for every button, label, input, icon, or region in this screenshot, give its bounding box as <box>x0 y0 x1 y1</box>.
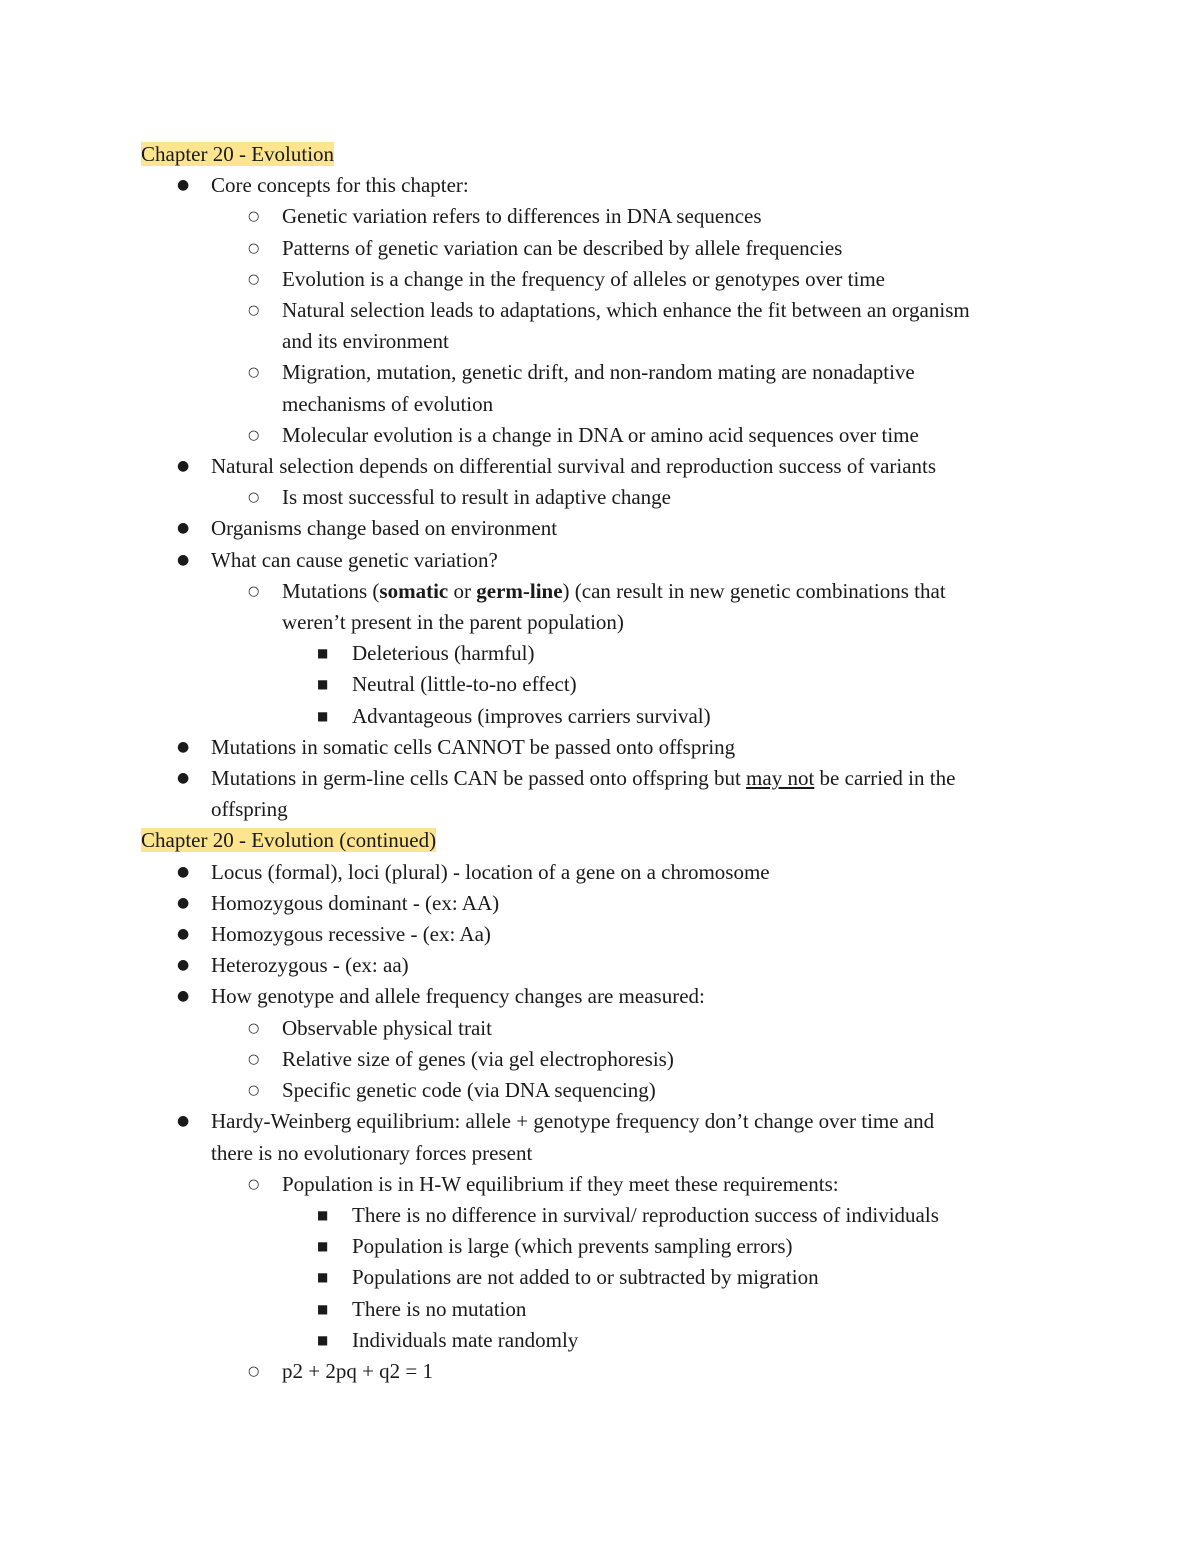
bullet-disc-icon: ● <box>177 894 190 911</box>
list-item-text: Heterozygous - (ex: aa) <box>211 953 409 978</box>
list-item-text: Core concepts for this chapter: <box>211 173 469 198</box>
bullet-disc-icon: ● <box>177 926 190 943</box>
list-item <box>141 1169 1071 1200</box>
bullet-disc-icon: ● <box>177 520 190 537</box>
bullet-disc-icon: ● <box>177 988 190 1005</box>
germ-text-pre: Mutations in germ-line cells CAN be passed onto offspring but <box>211 766 747 791</box>
bullet-disc-icon: ● <box>177 1113 190 1130</box>
bullet-disc-icon: ● <box>177 770 190 787</box>
list-item <box>141 451 1071 482</box>
list-item <box>141 1262 1071 1293</box>
list-item-text: How genotype and allele frequency changes are measured: <box>211 984 705 1009</box>
list-item-text: Evolution is a change in the frequency of alleles or genotypes over time <box>282 266 885 291</box>
bullet-disc-icon: ● <box>177 738 190 755</box>
list-item <box>141 233 1071 264</box>
bullet-square-icon: ■ <box>317 1301 329 1316</box>
list-item <box>141 950 1071 981</box>
list-item <box>141 1325 1071 1356</box>
bullet-square-icon: ■ <box>317 1207 329 1222</box>
bullet-square-icon: ■ <box>317 1270 329 1285</box>
bullet-circle-icon: ○ <box>248 427 260 443</box>
bullet-circle-icon: ○ <box>248 303 260 319</box>
list-item <box>141 420 1071 451</box>
list-item <box>141 1200 1071 1231</box>
list-item-text: Observable physical trait <box>282 1015 492 1040</box>
germ-line-term: germ-line <box>476 578 563 603</box>
list-item-continuation: and its environment <box>282 329 449 354</box>
bullet-square-icon: ■ <box>317 708 329 723</box>
list-item <box>141 763 1071 794</box>
list-item-text: Homozygous dominant - (ex: AA) <box>211 890 500 915</box>
list-item-text: Advantageous (improves carriers survival) <box>352 703 711 728</box>
list-item <box>141 732 1071 763</box>
list-item-text: Molecular evolution is a change in DNA or amino acid sequences over time <box>282 422 919 447</box>
bullet-circle-icon: ○ <box>248 1083 260 1099</box>
list-item-text: Is most successful to result in adaptive change <box>282 485 671 510</box>
list-item-text: Patterns of genetic variation can be described by allele frequencies <box>282 235 843 260</box>
list-item-continuation: weren’t present in the parent population) <box>282 610 624 635</box>
list-item-text: Mutations in somatic cells CANNOT be passed onto offspring <box>211 734 736 759</box>
list-item-text: There is no difference in survival/ reproduction success of individuals <box>352 1202 939 1227</box>
bullet-square-icon: ■ <box>317 677 329 692</box>
somatic-term: somatic <box>379 578 449 603</box>
bullet-circle-icon: ○ <box>248 1051 260 1067</box>
may-not-underlined: may not <box>746 766 815 791</box>
list-item-text: Hardy-Weinberg equilibrium: allele + genotype frequency don’t change over time and <box>211 1109 935 1134</box>
bullet-circle-icon: ○ <box>248 490 260 506</box>
list-item-continuation: offspring <box>211 797 288 822</box>
list-item-text: Population is large (which prevents sampling errors) <box>352 1234 793 1259</box>
or-text: or <box>448 578 477 603</box>
bullet-disc-icon: ● <box>177 551 190 568</box>
bullet-circle-icon: ○ <box>248 240 260 256</box>
list-item <box>141 1356 1071 1387</box>
bullet-square-icon: ■ <box>317 1332 329 1347</box>
list-item <box>141 1231 1071 1262</box>
bullet-circle-icon: ○ <box>248 209 260 225</box>
list-item <box>141 638 1071 669</box>
list-item <box>141 1106 1071 1137</box>
list-item-text: Locus (formal), loci (plural) - location of a gene on a chromosome <box>211 859 770 884</box>
list-item <box>141 1294 1071 1325</box>
list-item-text: Individuals mate randomly <box>352 1327 579 1352</box>
mutations-text-post: ) (can result in new genetic combinations that <box>562 578 946 603</box>
list-item-text: Neutral (little-to-no effect) <box>352 672 577 697</box>
list-item-text: Homozygous recessive - (ex: Aa) <box>211 922 491 947</box>
list-item-text: Deleterious (harmful) <box>352 641 535 666</box>
list-item-text: Genetic variation refers to differences in DNA sequences <box>282 204 762 229</box>
list-item <box>141 1044 1071 1075</box>
list-item-text: Migration, mutation, genetic drift, and non-random mating are nonadaptive <box>282 360 915 385</box>
document-body <box>141 139 1071 1387</box>
bullet-disc-icon: ● <box>177 957 190 974</box>
mutations-text-pre: Mutations ( <box>282 578 380 603</box>
list-item <box>141 576 1071 607</box>
list-item-text: There is no mutation <box>352 1296 527 1321</box>
bullet-disc-icon: ● <box>177 863 190 880</box>
list-item <box>141 170 1071 201</box>
list-item-text: Populations are not added to or subtracted by migration <box>352 1265 819 1290</box>
bullet-disc-icon: ● <box>177 177 190 194</box>
bullet-circle-icon: ○ <box>248 365 260 381</box>
list-item <box>141 482 1071 513</box>
list-item <box>141 669 1071 700</box>
hardy-weinberg-equation: p2 + 2pq + q2 = 1 <box>282 1358 434 1383</box>
list-item-text: What can cause genetic variation? <box>211 547 498 572</box>
list-item <box>141 545 1071 576</box>
bullet-circle-icon: ○ <box>248 583 260 599</box>
list-item <box>141 264 1071 295</box>
list-item <box>141 1013 1071 1044</box>
bullet-circle-icon: ○ <box>248 1176 260 1192</box>
list-item <box>141 857 1071 888</box>
bullet-circle-icon: ○ <box>248 1363 260 1379</box>
bullet-disc-icon: ● <box>177 458 190 475</box>
list-item-text: Specific genetic code (via DNA sequencing) <box>282 1078 656 1103</box>
list-item <box>141 295 1071 326</box>
list-item-continuation: there is no evolutionary forces present <box>211 1140 533 1165</box>
list-item-text: Population is in H-W equilibrium if they meet these requirements: <box>282 1171 839 1196</box>
list-item-continuation: mechanisms of evolution <box>282 391 494 416</box>
list-item <box>141 513 1071 544</box>
list-item <box>141 1075 1071 1106</box>
list-item <box>141 357 1071 388</box>
bullet-circle-icon: ○ <box>248 271 260 287</box>
bullet-square-icon: ■ <box>317 646 329 661</box>
list-item <box>141 981 1071 1012</box>
list-item-text: Relative size of genes (via gel electrophoresis) <box>282 1046 674 1071</box>
germ-text-post: be carried in the <box>814 766 956 791</box>
bullet-square-icon: ■ <box>317 1239 329 1254</box>
list-item-text: Organisms change based on environment <box>211 516 558 541</box>
list-item-text: Natural selection leads to adaptations, which enhance the fit between an organism <box>282 298 970 323</box>
list-item <box>141 919 1071 950</box>
list-item <box>141 701 1071 732</box>
section-heading: Chapter 20 - Evolution <box>141 142 335 166</box>
list-item <box>141 888 1071 919</box>
list-item-text: Natural selection depends on differential survival and reproduction success of variants <box>211 454 937 479</box>
bullet-circle-icon: ○ <box>248 1020 260 1036</box>
list-item <box>141 201 1071 232</box>
section-heading: Chapter 20 - Evolution (continued) <box>141 828 437 853</box>
